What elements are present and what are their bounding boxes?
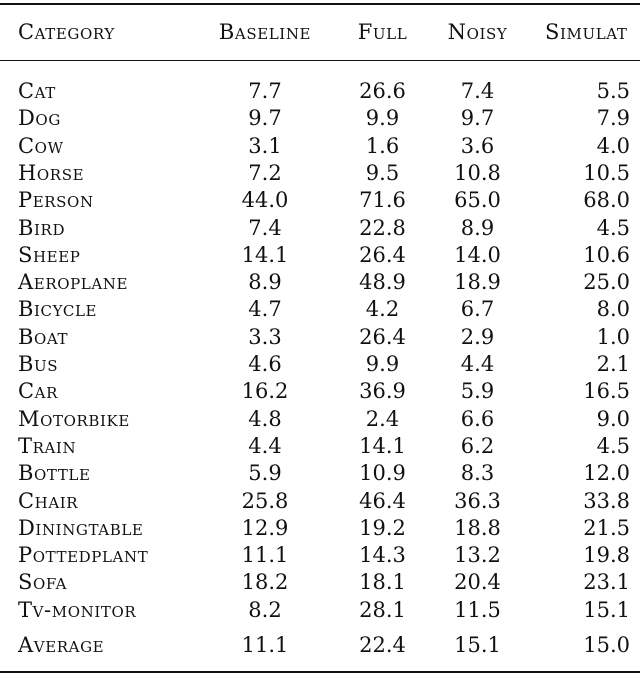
simulated-cell: 33.8 xyxy=(583,488,630,513)
category-cell: Car xyxy=(18,379,58,404)
simulated-cell: 8.0 xyxy=(596,297,630,322)
baseline-cell: 3.3 xyxy=(248,324,282,349)
category-cell: Diningtable xyxy=(18,515,144,540)
simulated-cell: 10.6 xyxy=(583,242,630,267)
full-cell: 46.4 xyxy=(359,488,406,513)
simulated-cell: 12.0 xyxy=(583,461,630,486)
category-cell: Sofa xyxy=(18,570,68,595)
full-cell: 22.8 xyxy=(359,215,406,240)
category-cell: Sheep xyxy=(18,242,81,267)
full-cell: 9.5 xyxy=(365,160,400,185)
header-baseline: Baseline xyxy=(218,20,312,44)
simulated-cell: 2.1 xyxy=(596,352,630,376)
table-row xyxy=(0,187,640,214)
simulated-cell: 21.5 xyxy=(583,515,630,540)
category-cell: Bicycle xyxy=(18,297,98,322)
baseline-cell: 8.2 xyxy=(248,597,282,622)
baseline-cell: 4.6 xyxy=(248,352,282,376)
table-row xyxy=(0,460,640,487)
header-category: Category xyxy=(18,20,115,44)
simulated-cell: 1.0 xyxy=(596,324,630,349)
baseline-cell: 5.9 xyxy=(248,461,282,486)
category-cell: Cat xyxy=(18,79,56,103)
full-cell: 19.2 xyxy=(359,515,406,540)
full-cell: 26.4 xyxy=(359,242,406,267)
table-row xyxy=(0,133,640,160)
noisy-cell: 13.2 xyxy=(454,543,501,568)
category-cell: Cow xyxy=(18,133,64,158)
average-full: 22.4 xyxy=(359,633,406,657)
category-cell: Bottle xyxy=(18,461,91,486)
table-row xyxy=(0,215,640,242)
header-row xyxy=(0,19,640,46)
simulated-cell: 10.5 xyxy=(583,160,630,185)
table-row xyxy=(0,542,640,569)
table-row xyxy=(0,269,640,296)
full-cell: 71.6 xyxy=(359,188,406,213)
full-cell: 26.4 xyxy=(359,324,406,349)
baseline-cell: 9.7 xyxy=(248,106,282,131)
table-row xyxy=(0,160,640,187)
noisy-cell: 7.4 xyxy=(460,79,495,103)
category-cell: Person xyxy=(18,188,94,213)
table-row xyxy=(0,324,640,351)
baseline-cell: 4.4 xyxy=(248,433,282,458)
simulated-cell: 7.9 xyxy=(596,106,630,131)
baseline-cell: 16.2 xyxy=(241,379,289,404)
noisy-cell: 18.9 xyxy=(454,270,501,295)
full-cell: 48.9 xyxy=(359,270,406,295)
noisy-cell: 8.9 xyxy=(460,215,495,240)
average-noisy: 15.1 xyxy=(454,633,501,657)
noisy-cell: 6.6 xyxy=(460,406,495,431)
noisy-cell: 14.0 xyxy=(454,242,501,267)
baseline-cell: 7.4 xyxy=(248,215,282,240)
category-cell: Boat xyxy=(18,324,69,349)
baseline-cell: 7.2 xyxy=(248,160,282,185)
header-noisy: Noisy xyxy=(447,20,508,44)
category-cell: Chair xyxy=(18,488,79,513)
table-row xyxy=(0,433,640,460)
noisy-cell: 65.0 xyxy=(454,188,501,213)
table-row xyxy=(0,242,640,269)
noisy-cell: 18.8 xyxy=(454,515,501,540)
full-cell: 4.2 xyxy=(365,297,400,322)
full-cell: 10.9 xyxy=(359,461,406,486)
average-baseline: 11.1 xyxy=(241,633,289,657)
noisy-cell: 11.5 xyxy=(454,597,501,622)
noisy-cell: 8.3 xyxy=(460,461,495,486)
average-label: Average xyxy=(18,633,105,657)
full-cell: 18.1 xyxy=(359,570,406,595)
simulated-cell: 19.8 xyxy=(583,543,630,568)
table-row xyxy=(0,378,640,405)
full-cell: 14.1 xyxy=(359,433,406,458)
full-cell: 9.9 xyxy=(365,352,400,376)
table-row xyxy=(0,105,640,132)
category-cell: Bus xyxy=(18,352,59,376)
baseline-cell: 12.9 xyxy=(241,515,289,540)
category-cell: Aeroplane xyxy=(18,270,129,295)
noisy-cell: 4.4 xyxy=(460,352,495,376)
category-cell: Horse xyxy=(18,160,85,185)
full-cell: 9.9 xyxy=(365,106,400,131)
category-cell: Pottedplant xyxy=(18,543,149,568)
baseline-cell: 7.7 xyxy=(248,79,282,103)
simulated-cell: 4.5 xyxy=(596,215,630,240)
full-cell: 28.1 xyxy=(359,597,406,622)
baseline-cell: 8.9 xyxy=(248,270,282,295)
table-row xyxy=(0,406,640,433)
full-cell: 14.3 xyxy=(359,543,406,568)
simulated-cell: 4.0 xyxy=(596,133,630,158)
category-cell: Bird xyxy=(18,215,66,240)
bottom-rule xyxy=(0,671,640,673)
table-row xyxy=(0,597,640,624)
baseline-cell: 3.1 xyxy=(248,133,282,158)
simulated-cell: 25.0 xyxy=(583,270,630,295)
baseline-cell: 4.7 xyxy=(248,297,282,322)
header-simulated: Simulat xyxy=(545,20,628,44)
average-simulated: 15.0 xyxy=(583,633,630,657)
noisy-cell: 6.7 xyxy=(460,297,495,322)
noisy-cell: 9.7 xyxy=(460,106,495,131)
simulated-cell: 16.5 xyxy=(583,379,630,404)
table-row xyxy=(0,78,640,105)
noisy-cell: 6.2 xyxy=(460,433,495,458)
baseline-cell: 14.1 xyxy=(241,242,289,267)
baseline-cell: 11.1 xyxy=(241,543,289,568)
noisy-cell: 3.6 xyxy=(460,133,495,158)
header-rule xyxy=(0,60,640,61)
baseline-cell: 4.8 xyxy=(248,406,282,431)
table-row xyxy=(0,351,640,378)
simulated-cell: 9.0 xyxy=(596,406,630,431)
simulated-cell: 68.0 xyxy=(583,188,630,213)
full-cell: 1.6 xyxy=(365,133,400,158)
top-rule xyxy=(0,3,640,5)
noisy-cell: 20.4 xyxy=(454,570,501,595)
simulated-cell: 15.1 xyxy=(583,597,630,622)
full-cell: 36.9 xyxy=(359,379,406,404)
noisy-cell: 36.3 xyxy=(454,488,501,513)
category-cell: Tv-monitor xyxy=(18,597,137,622)
table-row xyxy=(0,488,640,515)
header-full: Full xyxy=(357,20,408,44)
average-row xyxy=(0,632,640,659)
baseline-cell: 18.2 xyxy=(241,570,289,595)
noisy-cell: 5.9 xyxy=(460,379,495,404)
simulated-cell: 23.1 xyxy=(583,570,630,595)
noisy-cell: 10.8 xyxy=(454,160,501,185)
simulated-cell: 4.5 xyxy=(596,433,630,458)
baseline-cell: 44.0 xyxy=(241,188,289,213)
full-cell: 26.6 xyxy=(359,79,406,103)
full-cell: 2.4 xyxy=(365,406,400,431)
table-row xyxy=(0,296,640,323)
table-row xyxy=(0,515,640,542)
table-row xyxy=(0,569,640,596)
category-cell: Motorbike xyxy=(18,406,130,431)
noisy-cell: 2.9 xyxy=(460,324,495,349)
simulated-cell: 5.5 xyxy=(596,79,630,103)
baseline-cell: 25.8 xyxy=(241,488,289,513)
category-cell: Dog xyxy=(18,106,61,131)
category-cell: Train xyxy=(18,433,77,458)
